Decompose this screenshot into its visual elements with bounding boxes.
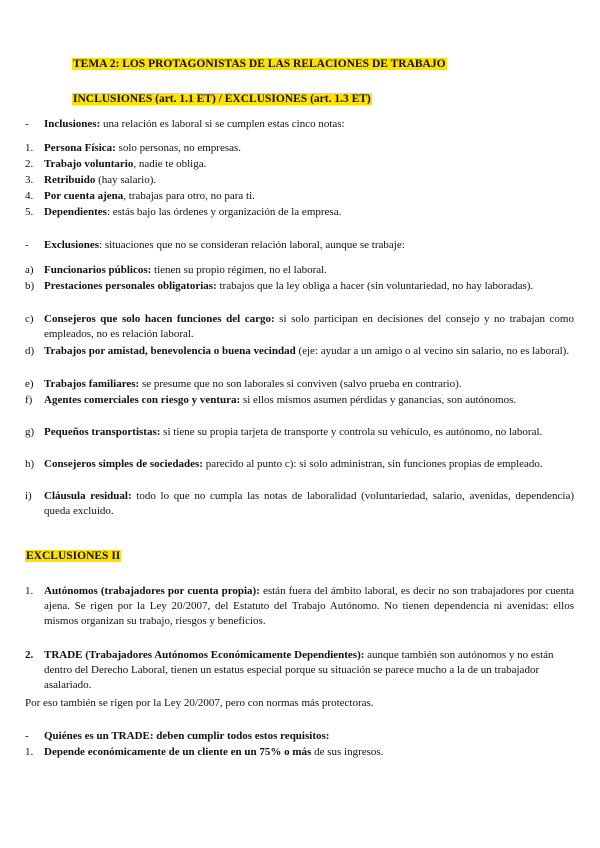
item-text: si solo participan en decisiones del consejo y no trabajan como empleados, no es relación laboral. bbox=[44, 313, 574, 340]
section-heading-exclusiones-ii bbox=[25, 549, 121, 564]
section-heading-text: INCLUSIONES (art. 1.1 ET) / EXCLUSIONES (art. 1.3 ET) bbox=[73, 93, 371, 105]
item-marker: b) bbox=[25, 280, 35, 292]
item-label: Persona Física: bbox=[44, 142, 116, 154]
bullet-marker: - bbox=[25, 730, 29, 742]
item-text: se presume que no son laborales si conviven (salvo prueba en contrario). bbox=[139, 378, 462, 390]
item-label: Pequeños transportistas: bbox=[44, 426, 161, 438]
item-marker: 1. bbox=[25, 585, 34, 597]
item-marker: g) bbox=[25, 426, 35, 438]
item-marker: h) bbox=[25, 458, 35, 470]
bullet-label: Quiénes es un TRADE: deben cumplir todos estos requisitos: bbox=[44, 730, 330, 742]
item-label: Funcionarios públicos: bbox=[44, 264, 152, 276]
bullet-label: Inclusiones: bbox=[44, 118, 101, 130]
item-text: : estás bajo las órdenes y organización de la empresa. bbox=[106, 206, 342, 218]
item-text: (eje: ayudar a un amigo o al vecino sin salario, no es laboral). bbox=[295, 345, 570, 357]
item-text: están fuera del ámbito laboral, es decir no son trabajadores por cuenta ajena. Se rigen por la Ley 20/2007, del Estatuto del Trabajo Autónomo. No tienen dependencia ni avenidas: ellos mismos organizan su trabajo, riesgos y beneficios. bbox=[44, 585, 574, 627]
item-marker: 5. bbox=[25, 206, 34, 218]
item-marker: i) bbox=[25, 490, 32, 502]
section-heading-text: EXCLUSIONES II bbox=[26, 550, 121, 562]
item-text: todo lo que no cumpla las notas de laboralidad (voluntariedad, salario, avenidas, dependencia) queda excluido. bbox=[44, 490, 575, 517]
item-marker: 4. bbox=[25, 190, 34, 202]
item-label: Trabajos familiares: bbox=[44, 378, 140, 390]
item-marker: 1. bbox=[25, 142, 34, 154]
item-label: Consejeros que solo hacen funciones del cargo: bbox=[44, 313, 275, 325]
trade-note: Por eso también se rigen por la Ley 20/2007, pero con normas más protectoras. bbox=[25, 697, 374, 709]
item-text: tienen su propio régimen, no el laboral. bbox=[151, 264, 327, 276]
item-text: solo personas, no empresas. bbox=[115, 142, 242, 154]
item-text: si ellos mismos asumen pérdidas y ganancias, son autónomos. bbox=[240, 394, 517, 406]
item-marker: e) bbox=[25, 378, 34, 390]
item-marker: f) bbox=[25, 394, 33, 406]
item-label: Consejeros simples de sociedades: bbox=[44, 458, 203, 470]
item-label: Trabajo voluntario bbox=[44, 158, 134, 170]
item-label: Retribuido bbox=[44, 174, 96, 186]
item-text: , nadie te obliga. bbox=[133, 158, 207, 170]
item-text: de sus ingresos. bbox=[311, 746, 384, 758]
item-marker: c) bbox=[25, 313, 34, 325]
section-heading-inclusiones-exclusiones bbox=[72, 92, 372, 107]
item-text: (hay salario). bbox=[95, 174, 157, 186]
item-label: Autónomos (trabajadores por cuenta propia): bbox=[44, 585, 260, 597]
item-marker: 3. bbox=[25, 174, 34, 186]
item-marker: d) bbox=[25, 345, 35, 357]
item-text: parecido al punto c): si solo administran, sin funciones propias de empleado. bbox=[202, 458, 543, 470]
item-text: aunque también son autónomos y no están dentro del Derecho Laboral, tienen un estatus especial porque su situación se parece mucho a la de un trabajador asalariado. bbox=[44, 649, 554, 691]
item-label: Trabajos por amistad, benevolencia o buena vecindad bbox=[44, 345, 296, 357]
item-label: Dependientes bbox=[44, 206, 107, 218]
item-text: si tiene su propia tarjeta de transporte y controla su vehículo, es autónomo, no laboral. bbox=[160, 426, 543, 438]
item-marker: a) bbox=[25, 264, 34, 276]
item-marker: 1. bbox=[25, 746, 34, 758]
item-label: Prestaciones personales obligatorias: bbox=[44, 280, 217, 292]
item-label: Por cuenta ajena bbox=[44, 190, 124, 202]
item-label: Cláusula residual: bbox=[44, 490, 132, 502]
item-label: Agentes comerciales con riesgo y ventura: bbox=[44, 394, 241, 406]
bullet-body: una relación es laboral si se cumplen estas cinco notas: bbox=[100, 118, 345, 130]
item-marker: 2. bbox=[25, 158, 34, 170]
title-text: TEMA 2: LOS PROTAGONISTAS DE LAS RELACIONES DE TRABAJO bbox=[73, 58, 446, 70]
item-marker: 2. bbox=[25, 649, 34, 661]
bullet-label: Exclusiones bbox=[44, 239, 100, 251]
item-label: TRADE (Trabajadores Autónomos Económicamente Dependientes): bbox=[44, 649, 365, 661]
bullet-marker: - bbox=[25, 118, 29, 130]
bullet-body: : situaciones que no se consideran relación laboral, aunque se trabaje: bbox=[99, 239, 405, 251]
item-text: , trabajas para otro, no para ti. bbox=[123, 190, 255, 202]
bullet-text bbox=[44, 117, 574, 132]
bullet-marker: - bbox=[25, 239, 29, 251]
item-label: Depende económicamente de un cliente en un 75% o más bbox=[44, 746, 312, 758]
document-title bbox=[72, 57, 447, 72]
item-text: trabajos que la ley obliga a hacer (sin voluntariedad, no hay laboradas). bbox=[216, 280, 534, 292]
